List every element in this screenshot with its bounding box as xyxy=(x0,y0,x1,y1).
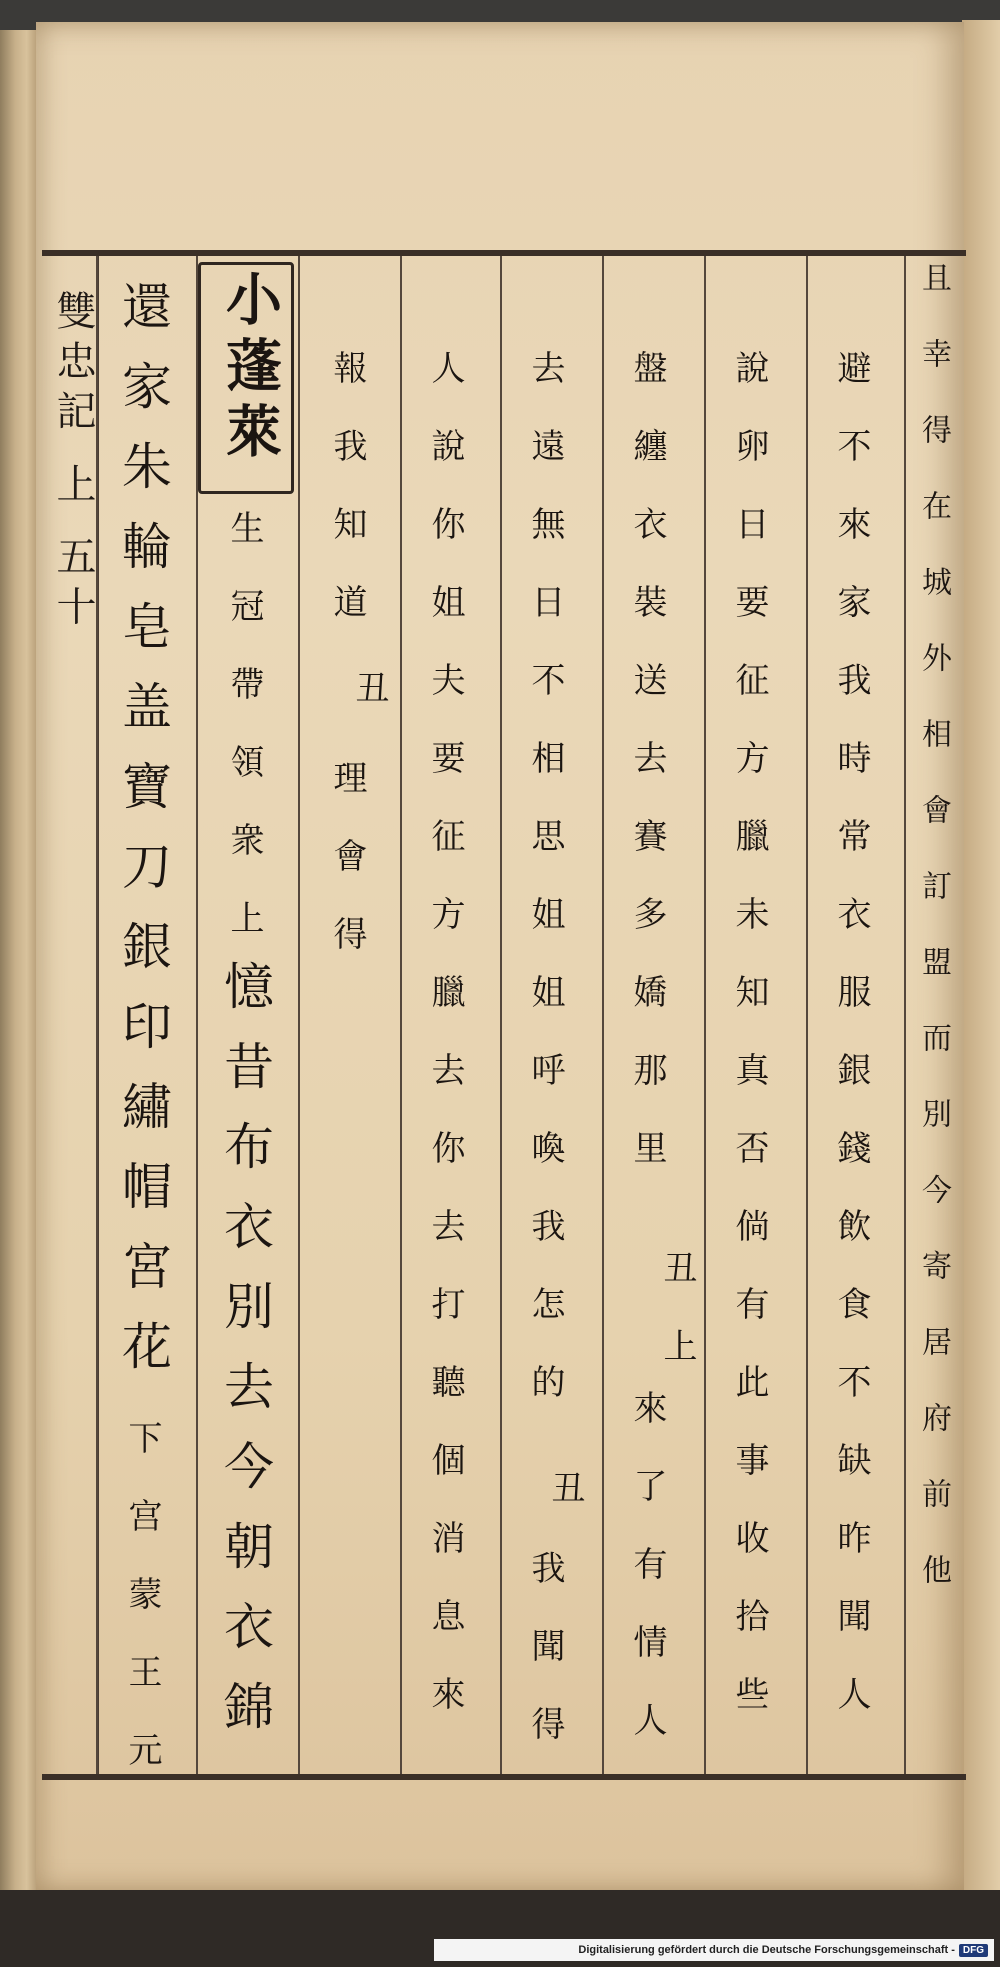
facing-page-edge xyxy=(962,20,1000,1900)
column-4-main2: 來了有情人 xyxy=(627,1390,667,1780)
column-5-main2: 我聞得 xyxy=(525,1550,565,1784)
column-3-main: 說卵日要征方臘未知真否倘有此事收拾些 xyxy=(729,350,769,1754)
column-rule xyxy=(96,256,98,1774)
dfg-logo: DFG xyxy=(959,1944,988,1957)
column-7-main2: 理會得 xyxy=(327,760,367,994)
column-7-main: 報我知道 xyxy=(327,350,367,662)
column-7-stage: 丑 xyxy=(349,670,389,748)
column-5-stage: 丑 xyxy=(545,1470,585,1548)
column-rule xyxy=(806,256,808,1774)
column-4-main: 盤纏衣裝送去賽多嬌那里 xyxy=(627,350,667,1208)
column-rule xyxy=(500,256,502,1774)
column-2-main: 避不來家我時常衣服銀錢飲食不缺昨聞人 xyxy=(831,350,871,1754)
column-8-main: 憶昔布衣別去今朝衣錦 xyxy=(216,960,274,1760)
column-4-stage: 丑上 xyxy=(657,1250,697,1406)
column-6-main: 人說你姐夫要征方臘去你去打聽個消息來 xyxy=(425,350,465,1754)
margin-label: 雙忠記 上 五十 xyxy=(50,290,96,636)
column-9-stage: 下宫蒙王元 xyxy=(122,1420,162,1810)
text-frame xyxy=(42,250,966,1780)
column-rule xyxy=(904,256,906,1774)
column-1-main: 且幸得在城外相會訂盟而別今寄居府前他 xyxy=(916,262,951,1630)
column-rule xyxy=(298,256,300,1774)
column-8-stage: 生冠帶領衆上 xyxy=(224,510,264,978)
column-9-main: 還家朱輪皂盖寶刀銀印繡帽宮花 xyxy=(114,280,172,1400)
column-rule xyxy=(704,256,706,1774)
credit-text: Digitalisierung gefördert durch die Deutsche Forschungsgemeinschaft - xyxy=(578,1944,955,1956)
digitization-credit xyxy=(434,1939,994,1961)
book-page-edges xyxy=(0,30,38,1890)
column-5-main: 去遠無日不相思姐姐呼喚我怎的 xyxy=(525,350,565,1442)
column-rule xyxy=(602,256,604,1774)
column-rule xyxy=(400,256,402,1774)
tune-name: 小蓬萊 xyxy=(217,270,283,468)
